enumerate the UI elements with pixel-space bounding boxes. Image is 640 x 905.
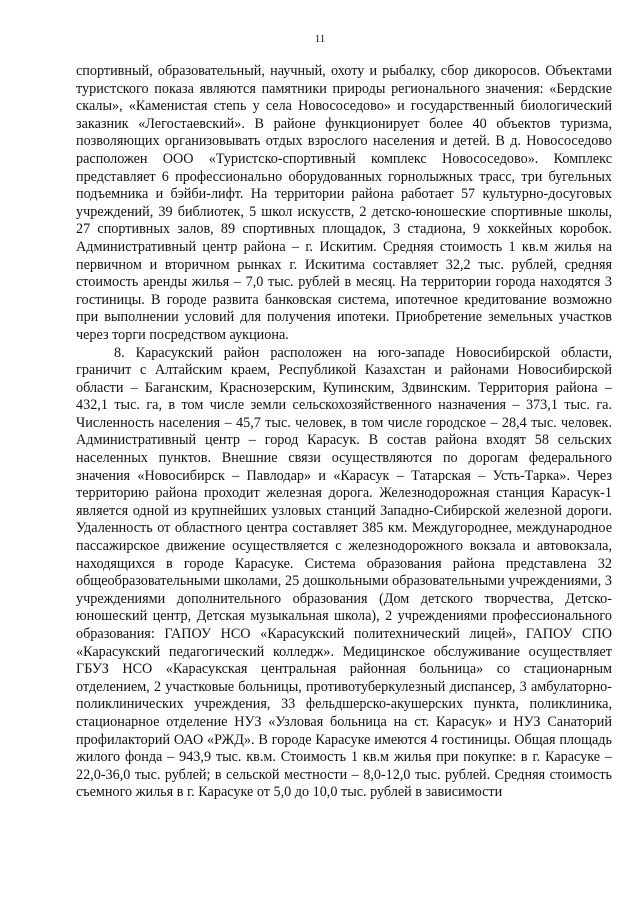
page-number: 11: [314, 33, 326, 45]
document-body: [76, 63, 612, 802]
paragraph-tourism-iskitim: спортивный, образовательный, научный, охоту и рыбалку, сбор дикоросов. Объектами туристского показа являются памятники природы регионального значения: «Бердские скалы», «Каменистая степь у села Новососедово» и государственный биологический заказник «Легостаевский». В районе функционирует более 40 объектов туризма, позволяющих организовывать отдых взрослого населения и детей. В д. Новососедово расположен ООО «Туристско-спортивный комплекс Новососедово». Комплекс представляет 6 профессионально оборудованных горнолыжных трасс, три бугельных подъемника и бэйби-лифт. На территории района работает 57 культурно-досуговых учреждений, 39 библиотек, 5 школ искусств, 2 детско-юношеские спортивные школы, 27 спортивных залов, 89 спортивных площадок, 3 стадиона, 9 хоккейных коробок. Административный центр района – г. Искитим. Средняя стоимость 1 кв.м жилья на первичном и вторичном рынках г. Искитима составляет 32,2 тыс. рублей, средняя стоимость аренды жилья – 7,0 тыс. рублей в месяц. На территории города находятся 3 гостиницы. В городе развита банковская система, ипотечное кредитование возможно при выполнении условий для получения ипотеки. Приобретение земельных участков через торги посредством аукциона.: [76, 63, 612, 343]
paragraph-karasuk-district: 8. Карасукский район расположен на юго-западе Новосибирской области, граничит с Алтайским краем, Республикой Казахстан и районами Новосибирской области – Баганским, Краснозерским, Купинским, Здвинским. Территория района – 432,1 тыс. га, в том числе земли сельскохозяйственного назначения – 373,1 тыс. га. Численность населения – 45,7 тыс. человек, в том числе городское – 28,4 тыс. человек. Административный центр – город Карасук. В состав района входят 58 сельских населенных пунктов. Внешние связи осуществляются по дорогам федерального значения «Новосибирск – Павлодар» и «Карасук – Татарская – Усть-Тарка». Через территорию района проходит железная дорога. Железнодорожная станция Карасук-1 является одной из крупнейших узловых станций Западно-Сибирской железной дороги. Удаленность от областного центра составляет 385 км. Междугороднее, международное пассажирское движение осуществляется с железнодорожного вокзала и автовокзала, находящихся в городе Карасуке. Система образования района представлена 32 общеобразовательными школами, 25 дошкольными образовательными учреждениями, 3 учреждениями дополнительного образования (Дом детского творчества, Детско-юношеский центр, Детская музыкальная школа), 2 учреждениями профессионального образования: ГАПОУ НСО «Карасукский политехнический лицей», ГАПОУ СПО «Карасукский педагогический колледж». Медицинское обслуживание осуществляет ГБУЗ НСО «Карасукская центральная районная больница» со стационарным отделением, 2 участковые больницы, противотуберкулезный диспансер, 3 амбулаторно-поликлинических учреждения, 33 фельдшерско-акушерских пункта, поликлиника, стационарное отделение НУЗ «Узловая больница на ст. Карасук» и НУЗ Санаторий профилакторий ОАО «РЖД». В городе Карасуке имеются 4 гостиницы. Общая площадь жилого фонда – 943,9 тыс. кв.м. Стоимость 1 кв.м жилья при покупке: в г. Карасуке – 22,0-36,0 тыс. рублей; в сельской местности – 8,0-12,0 тыс. рублей. Средняя стоимость съемного жилья в г. Карасуке от 5,0 до 10,0 тыс. рублей в зависимости: [76, 344, 612, 801]
